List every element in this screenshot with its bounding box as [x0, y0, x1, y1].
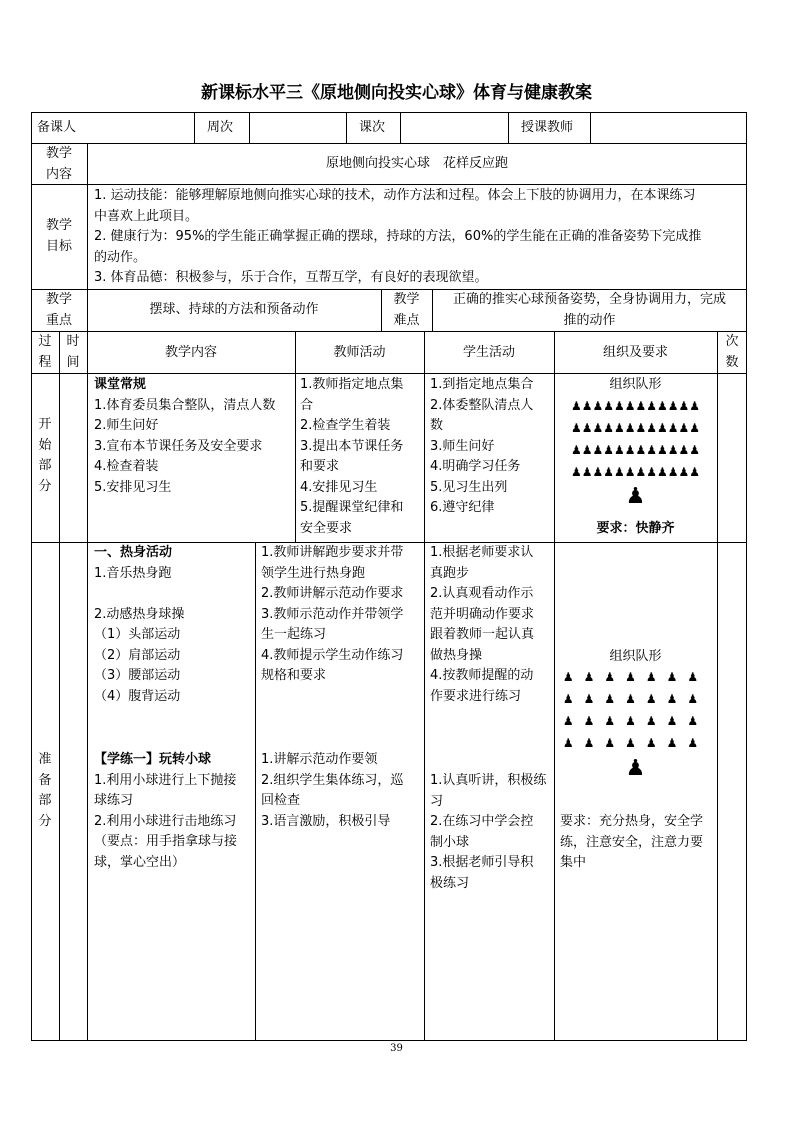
col-count: 次 数: [725, 334, 739, 370]
week-label: 周次: [207, 120, 234, 135]
start-section-label: 开 始 部 分: [38, 417, 52, 494]
page-number: 39: [390, 1043, 403, 1054]
lesson-number-label: 课次: [359, 120, 386, 135]
col-teacher: 教师活动: [333, 345, 386, 360]
difficulty-label: 教学 难点: [393, 292, 420, 328]
start-teacher-figure-icon: ♟: [625, 484, 646, 509]
key-value: 摆球、持球的方法和预备动作: [149, 302, 319, 317]
col-content: 教学内容: [164, 345, 217, 360]
prep-teacher-figure-icon: ♟: [625, 756, 646, 781]
col-time: 时 间: [66, 334, 80, 370]
difficulty-value: 正确的推实心球预备姿势，全身协调用力，完成 推的动作: [452, 292, 726, 328]
col-student: 学生活动: [462, 345, 515, 360]
start-requirement: 要求：快静齐: [596, 521, 675, 536]
prep-practice-content: 【学练一】玩转小球 1.利用小球进行上下抛接 球练习 2.利用小球进行击地练习 （要点：用手指拿球与接 球，掌心空出）: [94, 752, 238, 870]
col-process: 过 程: [38, 334, 52, 370]
start-student-activity: 1.到指定地点集合 2.体委整队清点人 数 3.师生问好 4.明确学习任务 5.见习生出列 6.遵守纪律: [430, 377, 534, 515]
prep-teacher-activity-warmup: 1.教师讲解跑步要求并带 领学生进行热身跑 2.教师讲解示范动作要求 3.教师示范动作并带领学 生一起练习 4.教师提示学生动作练习 规格和要求: [261, 545, 404, 683]
start-org-title: 组织队形: [609, 377, 662, 392]
start-content: 课堂常规 1.体育委员集合整队，清点人数 2.师生问好 3.宣布本节课任务及安全要求 4.检查着装 5.安排见习生: [94, 377, 276, 495]
prep-org-title: 组织队形: [609, 649, 662, 664]
content-label: 教学 内容: [45, 146, 72, 182]
page-title: 新课标水平三《原地侧向投实心球》体育与健康教案: [201, 83, 592, 103]
prep-section-label: 准 备 部 分: [38, 752, 52, 829]
teacher-label: 授课教师: [521, 120, 574, 135]
col-organization: 组织及要求: [602, 345, 668, 360]
prep-teacher-activity-practice: 1.讲解示范动作要领 2.组织学生集体练习，巡 回检查 3.语言激励，积极引导: [261, 752, 404, 829]
prep-formation: ♟♟♟♟♟♟♟ ♟♟♟♟♟♟♟ ♟♟♟♟♟♟♟ ♟♟♟♟♟♟♟: [562, 670, 709, 750]
content-value: 原地侧向投实心球 花样反应跑: [325, 156, 508, 171]
start-formation: ♟♟♟♟♟♟♟♟♟♟♟♟ ♟♟♟♟♟♟♟♟♟♟♟♟ ♟♟♟♟♟♟♟♟♟♟♟♟ ♟♟♟♟♟♟♟♟♟♟♟♟: [570, 399, 701, 479]
prep-student-activity-warmup: 1.根据老师要求认 真跑步 2.认真观看动作示 范并明确动作要求 跟着教师一起认真 做热身操 4.按教师提醒的动 作要求进行练习: [430, 545, 535, 704]
prep-requirement: 要求：充分热身，安全学 练，注意安全，注意力要 集中: [560, 814, 704, 870]
start-teacher-activity: 1.教师指定地点集 合 2.检查学生着装 3.提出本节课任务 和要求 4.安排见习生 5.提醒课堂纪律和 安全要求: [300, 377, 404, 536]
goals-label: 教学 目标: [45, 218, 72, 254]
key-label: 教学 重点: [45, 292, 72, 328]
prep-warmup-content: 一、热身活动 1.音乐热身跑 2.动感热身球操 （1）头部运动 （2）肩部运动 （3）腰部运动 （4）腹背运动: [94, 545, 185, 704]
prep-student-activity-practice: 1.认真听讲，积极练 习 2.在练习中学会控 制小球 3.根据老师引导积 极练习: [430, 773, 547, 891]
preparer-label: 备课人: [37, 120, 77, 135]
goals-text: 1. 运动技能：能够理解原地侧向推实心球的技术，动作方法和过程。体会上下肢的协调用力，在本课练习 中喜欢上此项目。 2. 健康行为：95%的学生能正确掌握正确的摆球，持球的方法，60%的学生能在正确的准备姿势下完成推 的动作。 3. 体育品德：积极参与，乐于合作，互帮互学，有良好的表现欲望。: [94, 188, 702, 285]
